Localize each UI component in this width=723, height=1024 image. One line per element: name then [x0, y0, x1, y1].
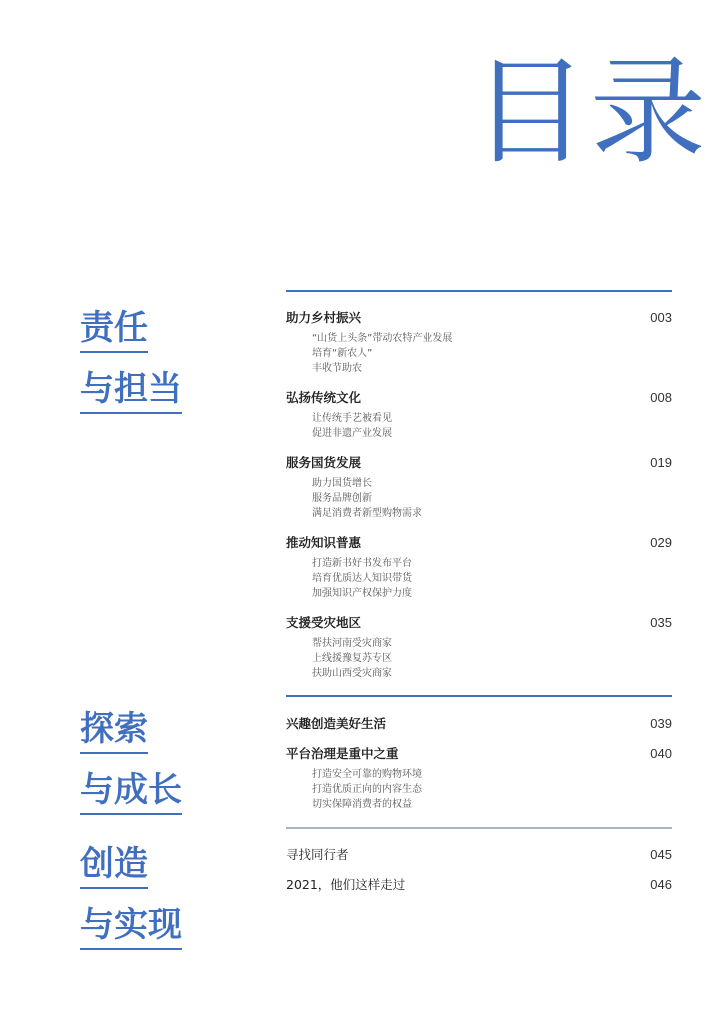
toc-entry-title[interactable]: 助力乡村振兴 — [286, 310, 362, 325]
toc-subentry[interactable]: 让传统手艺被看见 — [312, 413, 392, 424]
toc-entry[interactable] — [286, 534, 672, 601]
toc-subentry[interactable]: 满足消费者新型购物需求 — [312, 508, 422, 519]
toc-entry-title[interactable]: 平台治理是重中之重 — [286, 746, 399, 761]
toc-entry[interactable] — [286, 745, 672, 812]
toc-subentry[interactable]: 上线援豫复苏专区 — [312, 653, 392, 664]
divider-middle — [286, 695, 672, 697]
section-label-line1: 创造 — [80, 842, 148, 889]
toc-subentry[interactable]: 打造优质正向的内容生态 — [312, 784, 422, 795]
divider-bottom — [286, 827, 672, 829]
toc-entry-title[interactable]: 推动知识普惠 — [286, 535, 362, 550]
toc-subentry[interactable]: 培育优质达人知识带货 — [312, 573, 412, 584]
toc-entry-page[interactable]: 008 — [650, 390, 672, 405]
section-label-line2: 与实现 — [80, 903, 182, 950]
toc-subentry[interactable]: 加强知识产权保护力度 — [312, 588, 412, 599]
toc-subentry[interactable]: 切实保障消费者的权益 — [312, 799, 412, 810]
toc-entry[interactable] — [286, 454, 672, 521]
toc-entry-title[interactable]: 寻找同行者 — [286, 847, 349, 862]
section-label-creation — [80, 842, 182, 964]
section-label-line2: 与成长 — [80, 768, 182, 815]
toc-subentry[interactable]: 丰收节助农 — [312, 363, 362, 374]
toc-entry[interactable] — [286, 614, 672, 681]
toc-subentry[interactable]: 服务品牌创新 — [312, 493, 372, 504]
divider-top — [286, 290, 672, 292]
section-label-line1: 责任 — [80, 306, 148, 353]
toc-entry-page[interactable]: 046 — [650, 877, 672, 892]
toc-entry[interactable] — [286, 715, 672, 733]
toc-subentry[interactable]: 帮扶河南受灾商家 — [312, 638, 392, 649]
section-label-line2: 与担当 — [80, 367, 182, 414]
toc-subentry[interactable]: 助力国货增长 — [312, 478, 372, 489]
toc-entry-title[interactable]: 兴趣创造美好生活 — [286, 716, 387, 731]
toc-subentry[interactable]: 扶助山西受灾商家 — [312, 668, 392, 679]
toc-subentry[interactable]: 促进非遗产业发展 — [312, 428, 392, 439]
toc-entry-page[interactable]: 019 — [650, 455, 672, 470]
toc-entry-page[interactable]: 045 — [650, 847, 672, 862]
section-label-responsibility — [80, 306, 182, 428]
toc-entry-page[interactable]: 040 — [650, 746, 672, 761]
toc-entry-page[interactable]: 039 — [650, 716, 672, 731]
toc-subentry[interactable]: 打造新书好书发布平台 — [312, 558, 412, 569]
toc-entry[interactable] — [286, 309, 672, 376]
toc-entry[interactable] — [286, 876, 672, 894]
toc-entry-page[interactable]: 003 — [650, 310, 672, 325]
toc-entry-title[interactable]: 服务国货发展 — [286, 455, 362, 470]
page-title: 目录 — [472, 45, 708, 180]
toc-entry-title[interactable]: 支援受灾地区 — [286, 615, 362, 630]
section-label-exploration — [80, 707, 182, 829]
toc-entry-title[interactable]: 2021，他们这样走过 — [286, 877, 406, 892]
toc-entry[interactable] — [286, 846, 672, 864]
toc-subentry[interactable]: 打造安全可靠的购物环境 — [312, 769, 422, 780]
toc-entry[interactable] — [286, 389, 672, 441]
toc-entry-page[interactable]: 029 — [650, 535, 672, 550]
toc-subentry[interactable]: 培育“新农人” — [312, 348, 373, 359]
toc-entry-page[interactable]: 035 — [650, 615, 672, 630]
section-label-line1: 探索 — [80, 707, 148, 754]
toc-subentry[interactable]: “山货上头条”带动农特产业发展 — [312, 333, 453, 344]
toc-entry-title[interactable]: 弘扬传统文化 — [286, 390, 362, 405]
